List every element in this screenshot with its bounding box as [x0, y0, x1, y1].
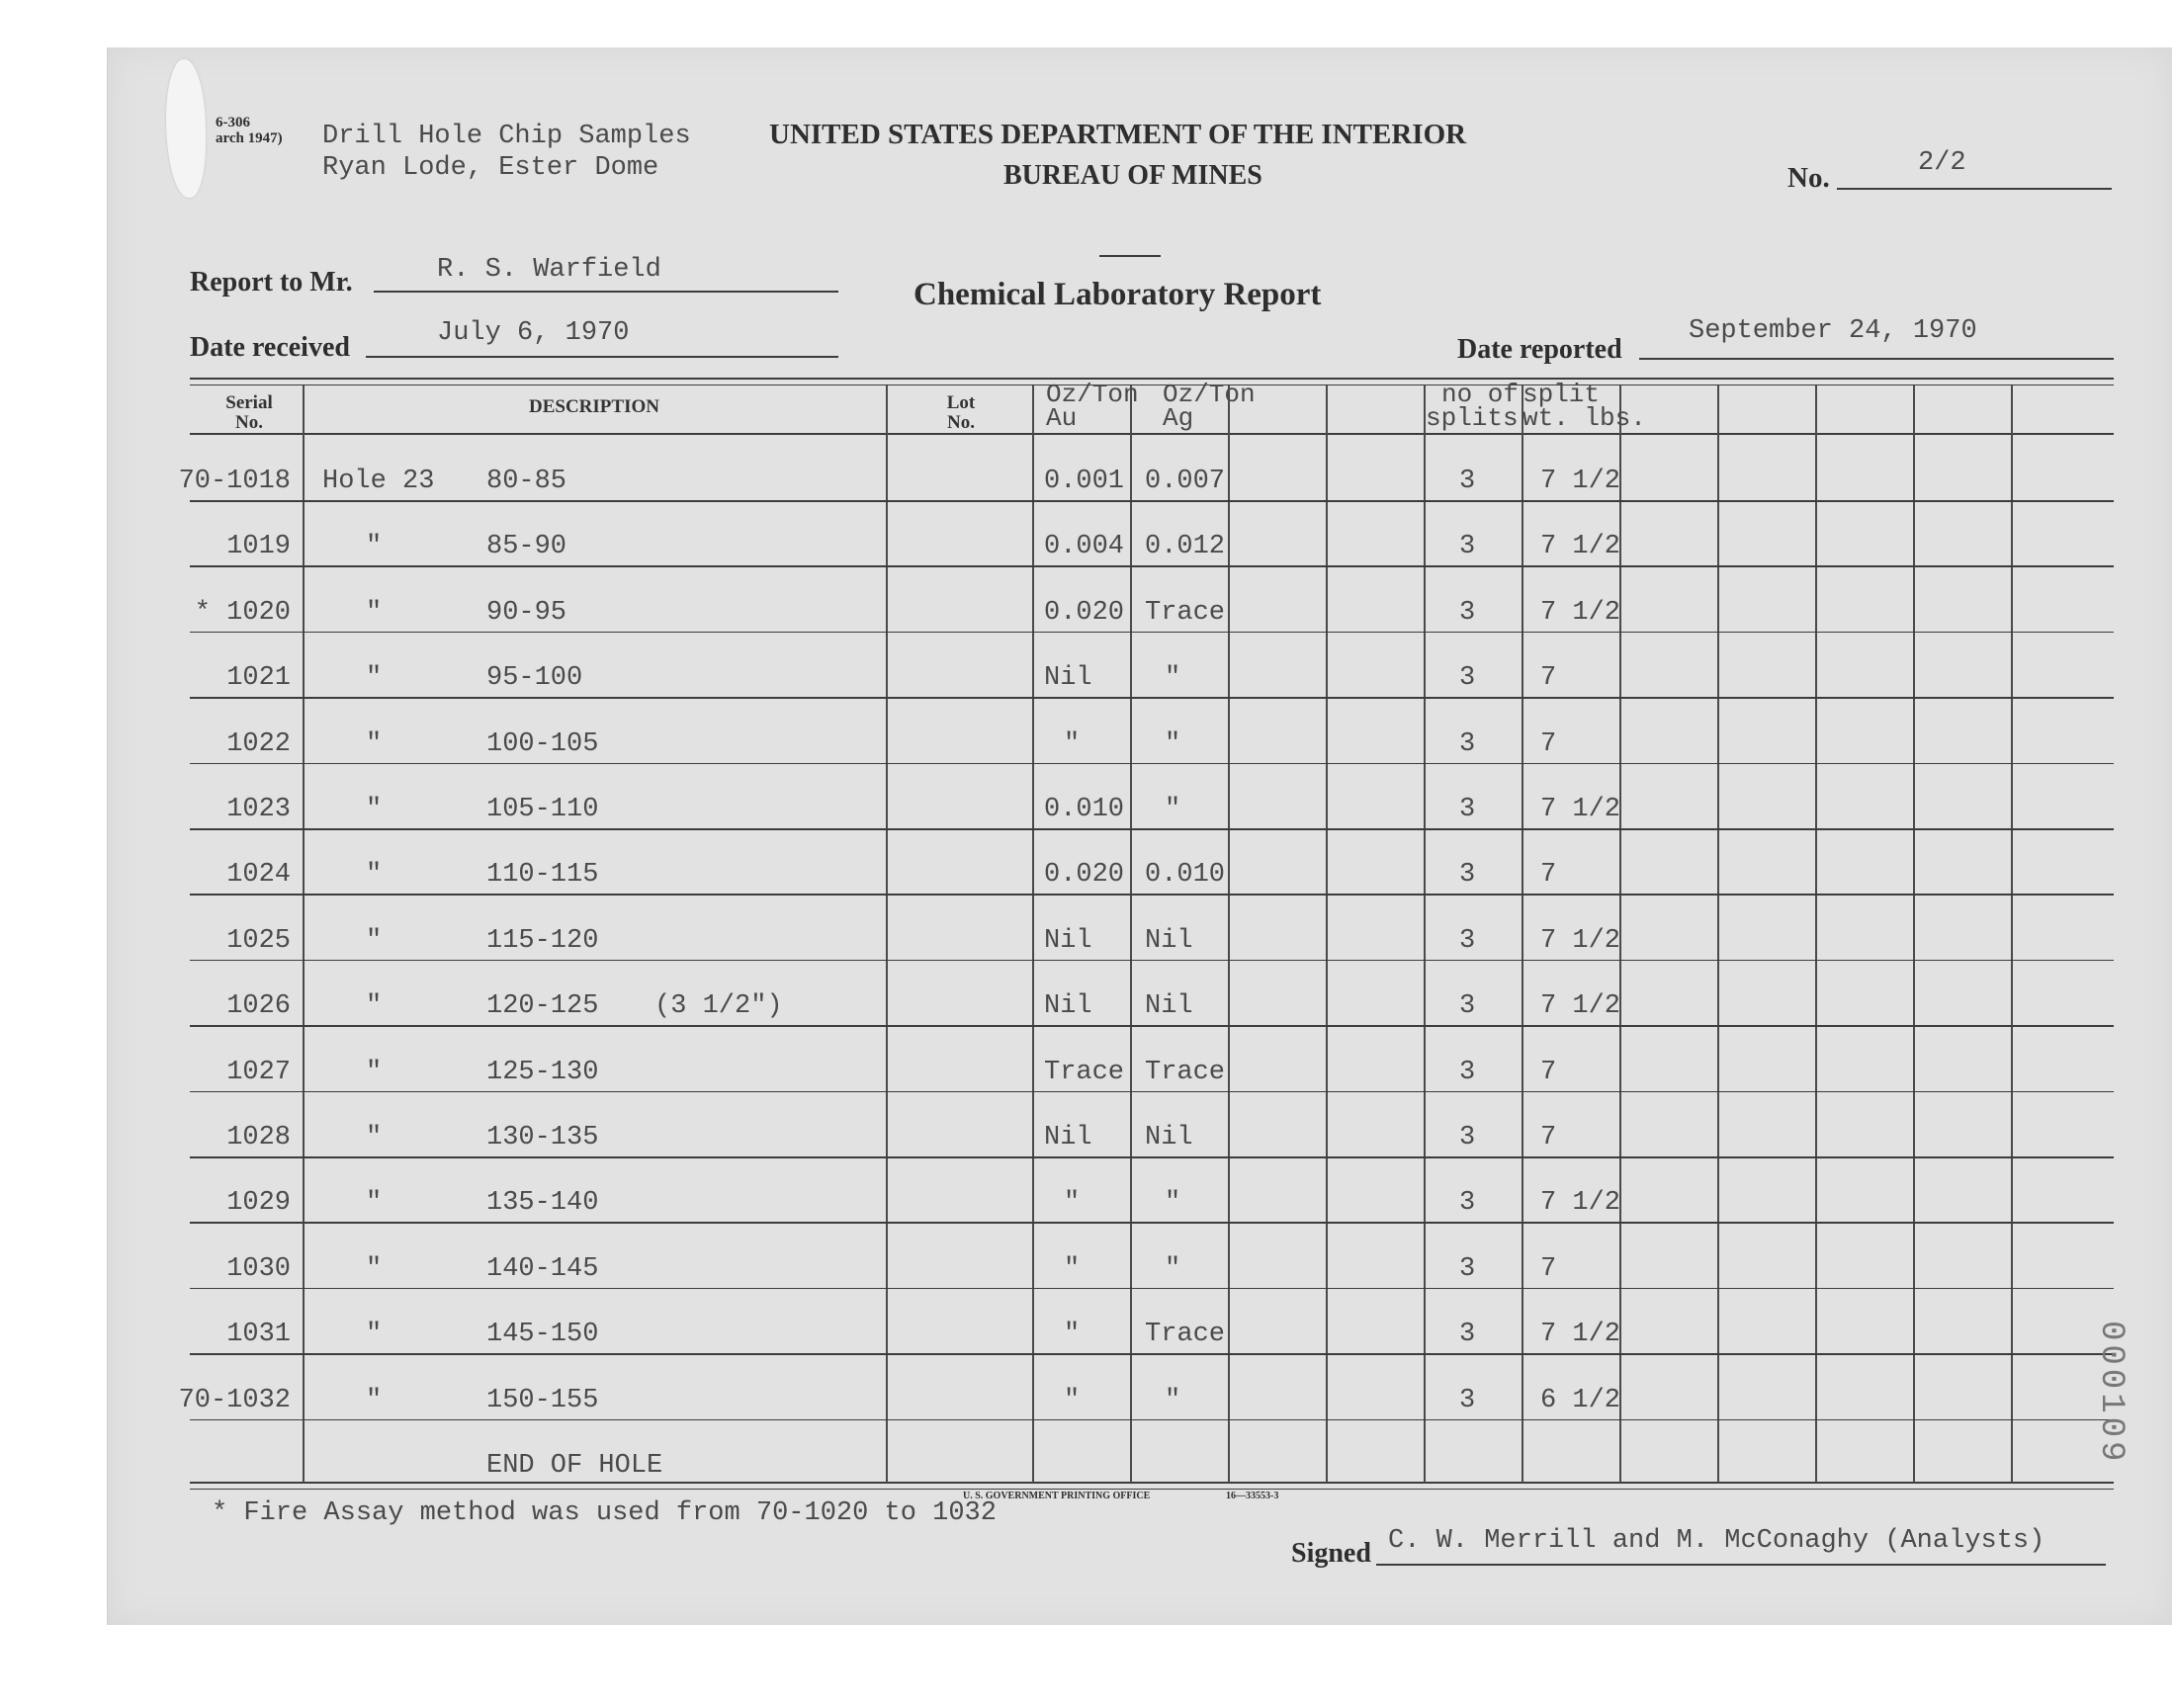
- cell-splits: 3: [1459, 860, 1476, 891]
- cell-au: ": [1064, 1188, 1081, 1219]
- cell-au: ": [1064, 1253, 1081, 1284]
- col-divider-blank-5: [1913, 385, 1915, 1483]
- cell-depth: 100-105: [486, 728, 599, 759]
- cell-hole: ": [366, 728, 383, 759]
- cell-depth: 105-110: [486, 795, 599, 824]
- cell-hole: ": [366, 532, 383, 562]
- date-received-line: [366, 356, 838, 358]
- cell-serial: 1031: [226, 1320, 291, 1350]
- cell-ag: ": [1165, 1253, 1181, 1284]
- cell-au: Nil: [1044, 991, 1092, 1022]
- cell-serial: 1021: [226, 663, 291, 694]
- cell-hole: Hole 23: [322, 467, 435, 496]
- cell-serial: 1028: [226, 1123, 291, 1153]
- report-to-value: R. S. Warfield: [437, 255, 661, 285]
- cell-depth: 95-100: [486, 663, 583, 694]
- no-label: No.: [1787, 162, 1830, 194]
- cell-ag: Trace: [1145, 597, 1226, 628]
- end-of-hole: END OF HOLE: [486, 1451, 663, 1481]
- cell-ag: Trace: [1145, 1320, 1226, 1350]
- table-top-rule-2: [190, 384, 2114, 385]
- samples-line-2: Ryan Lode, Ester Dome: [322, 153, 659, 183]
- header-lot-line-1: Lot: [946, 392, 976, 413]
- header-au-unit: Oz/Ton: [1046, 380, 1139, 409]
- report-title: Chemical Laboratory Report: [914, 277, 1322, 312]
- row-rule: [190, 1288, 2114, 1290]
- table-top-rule-1: [190, 378, 2114, 380]
- cell-hole: ": [366, 1320, 383, 1350]
- cell-ag: Nil: [1145, 925, 1193, 956]
- cell-hole: ": [366, 663, 383, 694]
- cell-wt: 7 1/2: [1540, 1320, 1621, 1350]
- signed-line: [1376, 1564, 2106, 1566]
- cell-hole: ": [366, 1253, 383, 1284]
- cell-note: (3 1/2"): [654, 991, 783, 1022]
- row-rule: [190, 565, 2114, 567]
- form-code-line-2: arch 1947): [216, 130, 283, 146]
- cell-depth: 125-130: [486, 1057, 599, 1087]
- header-serial-line-2: No.: [235, 412, 263, 433]
- cell-au: 0.004: [1044, 532, 1125, 562]
- cell-wt: 7: [1540, 1253, 1557, 1284]
- cell-splits: 3: [1459, 597, 1476, 628]
- cell-serial: 1019: [226, 532, 291, 562]
- col-divider-blank-1: [1326, 385, 1328, 1483]
- cell-serial: 1030: [226, 1253, 291, 1284]
- row-rule: [190, 697, 2114, 699]
- row-rule: [190, 1419, 2114, 1421]
- cell-au: 0.010: [1044, 795, 1125, 824]
- cell-depth: 90-95: [486, 597, 567, 628]
- cell-au: Trace: [1044, 1057, 1125, 1087]
- cell-wt: 7: [1540, 663, 1557, 694]
- title-rule: [1099, 255, 1161, 257]
- cell-depth: 110-115: [486, 860, 599, 891]
- cell-hole: ": [366, 1123, 383, 1153]
- cell-au: 0.001: [1044, 467, 1125, 496]
- cell-serial: 1022: [226, 728, 291, 759]
- cell-ag: ": [1165, 795, 1181, 824]
- row-rule: [190, 1353, 2114, 1355]
- row-rule: [190, 763, 2114, 765]
- col-divider-ag: [1228, 385, 1230, 1483]
- cell-depth: 145-150: [486, 1320, 599, 1350]
- cell-depth: 150-155: [486, 1385, 599, 1415]
- form-code-line-1: 6-306: [216, 115, 250, 130]
- cell-hole: ": [366, 1188, 383, 1219]
- header-bottom-rule: [190, 433, 2114, 435]
- no-value: 2/2: [1918, 148, 1966, 178]
- cell-splits: 3: [1459, 795, 1476, 824]
- cell-wt: 7 1/2: [1540, 1188, 1621, 1219]
- cell-serial: 1029: [226, 1188, 291, 1219]
- cell-ag: ": [1165, 728, 1181, 759]
- cell-wt: 7 1/2: [1540, 532, 1621, 562]
- cell-splits: 3: [1459, 1253, 1476, 1284]
- table-bottom-rule-2: [190, 1489, 2114, 1490]
- cell-au: ": [1064, 1320, 1081, 1350]
- cell-ag: 0.010: [1145, 860, 1226, 891]
- cell-hole: ": [366, 1385, 383, 1415]
- header-ag: Ag: [1163, 403, 1194, 433]
- signed-value: C. W. Merrill and M. McConaghy (Analysts): [1388, 1526, 2045, 1556]
- cell-serial: 1026: [226, 991, 291, 1022]
- cell-wt: 7: [1540, 728, 1557, 759]
- row-rule: [190, 828, 2114, 830]
- cell-hole: ": [366, 795, 383, 824]
- archive-stamp: 000109: [2092, 1321, 2130, 1466]
- cell-ag: ": [1165, 1385, 1181, 1415]
- cell-ag: 0.007: [1145, 467, 1226, 496]
- date-received-value: July 6, 1970: [437, 318, 630, 348]
- header-serial: [198, 393, 301, 433]
- cell-au: ": [1064, 728, 1081, 759]
- cell-splits: 3: [1459, 1188, 1476, 1219]
- form-code: [216, 115, 283, 146]
- header-splits-1: no of: [1441, 380, 1520, 409]
- header-wt-2: wt. lbs.: [1522, 403, 1646, 433]
- cell-splits: 3: [1459, 1385, 1476, 1415]
- header-splits-2: splits: [1426, 403, 1519, 433]
- col-divider-blank-4: [1815, 385, 1817, 1483]
- cell-au: 0.020: [1044, 597, 1125, 628]
- col-divider-lot: [1032, 385, 1034, 1483]
- col-divider-description: [886, 385, 888, 1483]
- cell-depth: 85-90: [486, 532, 567, 562]
- date-reported-value: September 24, 1970: [1689, 316, 1977, 346]
- cell-serial: 1027: [226, 1057, 291, 1087]
- cell-serial: 1023: [226, 795, 291, 824]
- row-rule: [190, 500, 2114, 502]
- col-divider-blank-2: [1424, 385, 1426, 1483]
- cell-au: 0.020: [1044, 860, 1125, 891]
- header-description: DESCRIPTION: [529, 396, 659, 417]
- cell-hole: ": [366, 860, 383, 891]
- row-rule: [190, 1025, 2114, 1027]
- cell-wt: 7: [1540, 1123, 1557, 1153]
- cell-hole: ": [366, 1057, 383, 1087]
- cell-ag: 0.012: [1145, 532, 1226, 562]
- cell-wt: 7: [1540, 860, 1557, 891]
- report-to-line: [374, 291, 838, 293]
- cell-splits: 3: [1459, 1123, 1476, 1153]
- col-divider-blank-6: [2011, 385, 2013, 1483]
- cell-au: Nil: [1044, 663, 1092, 694]
- cell-serial: 70-1018: [178, 467, 291, 496]
- cell-ag: Nil: [1145, 1123, 1193, 1153]
- cell-wt: 6 1/2: [1540, 1385, 1621, 1415]
- col-divider-serial: [303, 385, 304, 1483]
- cell-depth: 115-120: [486, 925, 599, 956]
- cell-hole: ": [366, 991, 383, 1022]
- signed-label: Signed: [1291, 1538, 1371, 1569]
- row-rule: [190, 1091, 2114, 1093]
- col-divider-blank-3: [1717, 385, 1719, 1483]
- header-lot: [910, 393, 1012, 433]
- samples-line-1: Drill Hole Chip Samples: [322, 122, 691, 151]
- printing-code: 16—33553-3: [1226, 1491, 1279, 1501]
- header-ag-unit: Oz/Ton: [1163, 380, 1256, 409]
- table-bottom-rule-1: [190, 1482, 2114, 1484]
- cell-ag: ": [1165, 663, 1181, 694]
- bureau-title: BUREAU OF MINES: [1003, 160, 1262, 191]
- no-line: [1837, 188, 2112, 190]
- row-rule: [190, 960, 2114, 962]
- cell-splits: 3: [1459, 925, 1476, 956]
- cell-wt: 7 1/2: [1540, 925, 1621, 956]
- row-rule: [190, 632, 2114, 634]
- cell-ag: Nil: [1145, 991, 1193, 1022]
- footnote: * Fire Assay method was used from 70-1020 to 1032: [212, 1498, 997, 1528]
- date-reported-line: [1639, 358, 2114, 360]
- cell-wt: 7 1/2: [1540, 991, 1621, 1022]
- header-wt-1: split: [1522, 380, 1601, 409]
- cell-splits: 3: [1459, 728, 1476, 759]
- cell-serial: 70-1032: [178, 1385, 291, 1415]
- col-divider-splits: [1522, 385, 1523, 1483]
- cell-depth: 80-85: [486, 467, 567, 496]
- cell-serial: * 1020: [194, 597, 291, 628]
- col-divider-au: [1130, 385, 1132, 1483]
- cell-depth: 130-135: [486, 1123, 599, 1153]
- cell-hole: ": [366, 925, 383, 956]
- department-title: UNITED STATES DEPARTMENT OF THE INTERIOR: [769, 119, 1467, 150]
- cell-au: ": [1064, 1385, 1081, 1415]
- cell-wt: 7 1/2: [1540, 597, 1621, 628]
- cell-splits: 3: [1459, 1057, 1476, 1087]
- header-lot-line-2: No.: [947, 412, 975, 433]
- cell-wt: 7 1/2: [1540, 467, 1621, 496]
- row-rule: [190, 894, 2114, 896]
- cell-splits: 3: [1459, 467, 1476, 496]
- date-reported-label: Date reported: [1457, 334, 1622, 365]
- cell-wt: 7 1/2: [1540, 795, 1621, 824]
- cell-splits: 3: [1459, 1320, 1476, 1350]
- cell-splits: 3: [1459, 663, 1476, 694]
- cell-serial: 1025: [226, 925, 291, 956]
- cell-hole: ": [366, 597, 383, 628]
- cell-au: Nil: [1044, 1123, 1092, 1153]
- cell-depth: 140-145: [486, 1253, 599, 1284]
- date-received-label: Date received: [190, 332, 350, 363]
- row-rule: [190, 1222, 2114, 1224]
- printing-office: U. S. GOVERNMENT PRINTING OFFICE: [963, 1491, 1151, 1501]
- cell-ag: Trace: [1145, 1057, 1226, 1087]
- header-au: Au: [1046, 403, 1078, 433]
- header-serial-line-1: Serial: [225, 392, 273, 413]
- cell-splits: 3: [1459, 991, 1476, 1022]
- report-to-label: Report to Mr.: [190, 267, 353, 298]
- cell-wt: 7: [1540, 1057, 1557, 1087]
- cell-depth: 120-125: [486, 991, 599, 1022]
- row-rule: [190, 1156, 2114, 1158]
- cell-splits: 3: [1459, 532, 1476, 562]
- cell-au: Nil: [1044, 925, 1092, 956]
- cell-serial: 1024: [226, 860, 291, 891]
- cell-depth: 135-140: [486, 1188, 599, 1219]
- samples-description: [322, 121, 691, 184]
- cell-ag: ": [1165, 1188, 1181, 1219]
